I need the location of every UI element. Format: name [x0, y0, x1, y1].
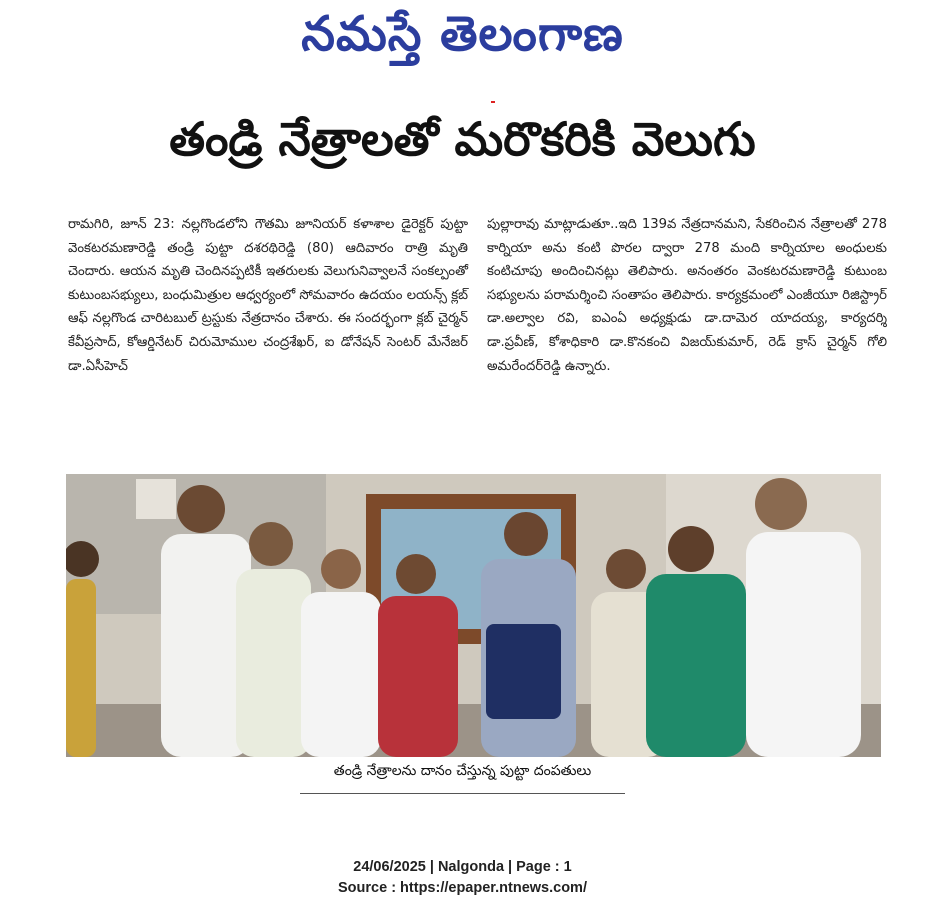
caption-divider [300, 793, 625, 794]
article-paragraph-left: రామగిరి, జూన్ 23: నల్లగొండలోని గౌతమి జూనియర్ కళాశాల డైరెక్టర్ పుట్టా వెంకటరమణారెడ్డి తండ్రి పుట్టా దశరథిరెడ్డి (80) ఆదివారం రాత్రి మృతి చెందారు. ఆయన మృతి చెందినప్పటికీ ఇతరులకు వెలుగునివ్వాలనే సంకల్పంతో కుటుంబసభ్యులు, బంధుమిత్రుల ఆధ్వర్యంలో సోమవారం ఉదయం లయన్స్ క్లబ్ ఆఫ్ నల్లగొండ చారిటబుల్ ట్రస్టుకు నేత్రదానం చేశారు. ఈ సందర్భంగా క్లబ్ చైర్మన్ కేవీప్రసాద్, కోఆర్డినేటర్ చిరుమోముల చంద్రశేఖర్, ఐ డోనేషన్ సెంటర్ మేనేజర్ డా.ఏసీహెచ్ [68, 217, 468, 374]
photo-caption: తండ్రి నేత్రాలను దానం చేస్తున్న పుట్టా దంపతులు [333, 763, 592, 779]
masthead-title: నమస్తే తెలంగాణ [301, 6, 624, 62]
footer-source-link[interactable]: Source : https://epaper.ntnews.com/ [338, 880, 587, 896]
article-column-left [68, 213, 468, 378]
decorative-dot [491, 101, 495, 103]
news-photo-illustration [66, 474, 881, 757]
article-headline: తండ్రి నేత్రాలతో మరొకరికి వెలుగు [169, 112, 756, 166]
footer-date-edition: 24/06/2025 | Nalgonda | Page : 1 [353, 859, 572, 875]
article-column-right [487, 213, 887, 378]
article-paragraph-right: పుల్లారావు మాట్లాడుతూ..ఇది 139వ నేత్రదానమని, సేకరించిన నేత్రాలతో 278 కార్నియా అను కంటి పొరల ద్వారా 278 మంది కార్నియాల అంధులకు కంటిచూపు అందించినట్లు తెలిపారు. అనంతరం వెంకటరమణారెడ్డి కుటుంబ సభ్యులను పరామర్శించి సంతాపం తెలిపారు. కార్యక్రమంలో ఎంజీయూ రిజిస్ట్రార్ డా.అల్వాల రవి, ఐఎంఏ అధ్యక్షుడు డా.దామెర యాదయ్య, కార్యదర్శి డా.ప్రవీణ్, కోశాధికారి డా.కొనకంచి విజయ్‌కుమార్, రెడ్ క్రాస్ చైర్మన్ గోలి అమరేందర్‌రెడ్డి ఉన్నారు. [487, 217, 887, 374]
news-photo [66, 474, 881, 757]
